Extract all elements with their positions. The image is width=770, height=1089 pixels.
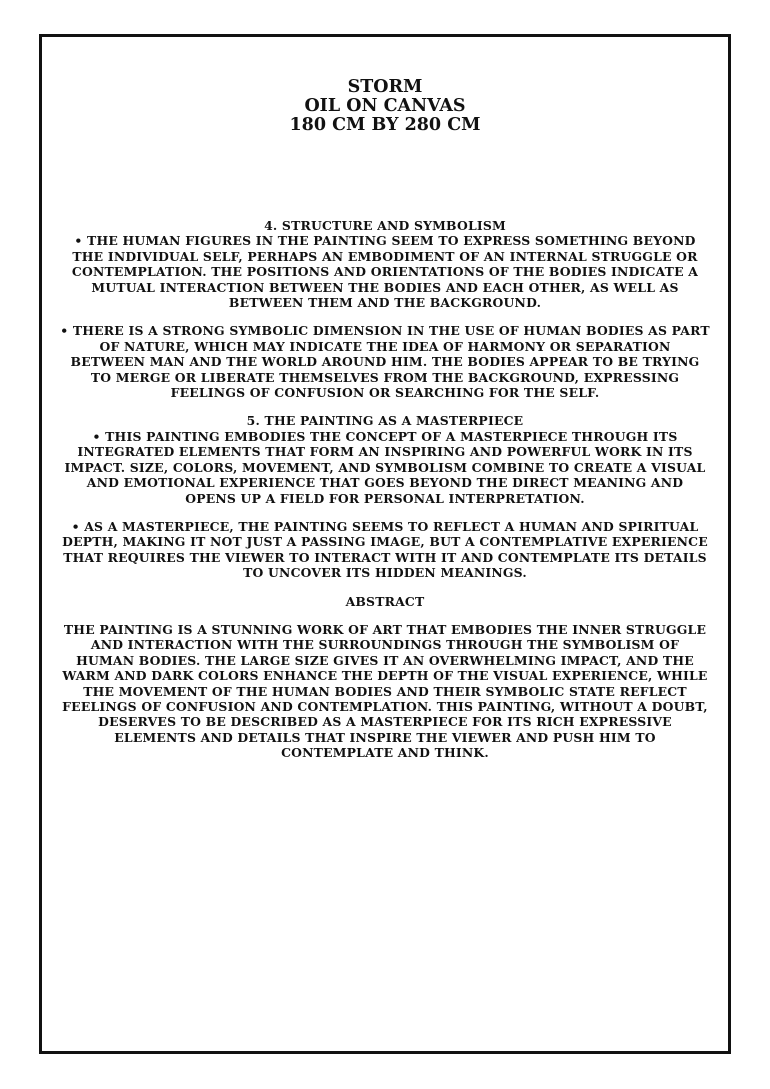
section-paragraph: • AS A MASTERPIECE, THE PAINTING SEEMS TO REFLECT A HUMAN AND SPIRITUAL DEPTH, MAKING IT NOT JUST A PASSING IMAGE, BUT A CONTEMPLATIVE EXPERIENCE THAT REQUIRES THE VIEWER TO INTERACT WITH IT AND CONTEMPLATE ITS DETAILS TO UNCOVER ITS HIDDEN MEANINGS. [62, 518, 708, 581]
section-paragraph: • THIS PAINTING EMBODIES THE CONCEPT OF A MASTERPIECE THROUGH ITS INTEGRATED ELEMENTS THAT FORM AN INSPIRING AND POWERFUL WORK IN ITS IMPACT. SIZE, COLORS, MOVEMENT, AND SYMBOLISM COMBINE TO CREATE A VISUAL AND EMOTIONAL EXPERIENCE THAT GOES BEYOND THE DIRECT MEANING AND OPENS UP A FIELD FOR PERSONAL INTERPRETATION. [64, 428, 706, 506]
title-line: STORM [347, 77, 423, 97]
section-structure [60, 218, 710, 400]
document-body [60, 78, 710, 761]
abstract-text: THE PAINTING IS A STUNNING WORK OF ART THAT EMBODIES THE INNER STRUGGLE AND INTERACTION WITH THE SURROUNDINGS THROUGH THE SYMBOLISM OF HUMAN BODIES. THE LARGE SIZE GIVES IT AN OVERWHELMING IMPACT, AND THE WARM AND DARK COLORS ENHANCE THE DEPTH OF THE VISUAL EXPERIENCE, WHILE THE MOVEMENT OF THE HUMAN BODIES AND THEIR SYMBOLIC STATE REFLECT FEELINGS OF CONFUSION AND CONTEMPLATION. THIS PAINTING, WITHOUT A DOUBT, DESERVES TO BE DESCRIBED AS A MASTERPIECE FOR ITS RICH EXPRESSIVE ELEMENTS AND DETAILS THAT INSPIRE THE VIEWER AND PUSH HIM TO CONTEMPLATE AND THINK. [62, 621, 708, 761]
section-abstract [60, 594, 710, 761]
section-paragraph: • THE HUMAN FIGURES IN THE PAINTING SEEM TO EXPRESS SOMETHING BEYOND THE INDIVIDUAL SELF, PERHAPS AN EMBODIMENT OF AN INTERNAL STRUGGLE OR CONTEMPLATION. THE POSITIONS AND ORIENTATIONS OF THE BODIES INDICATE A MUTUAL INTERACTION BETWEEN THE BODIES AND EACH OTHER, AS WELL AS BETWEEN THEM AND THE BACKGROUND. [71, 233, 699, 311]
subtitle-dimensions: 180 CM BY 280 CM [289, 115, 481, 135]
section-masterpiece [60, 413, 710, 580]
document-title [60, 78, 710, 135]
section-heading: 5. THE PAINTING AS A MASTERPIECE [246, 413, 524, 429]
abstract-heading: ABSTRACT [345, 593, 425, 609]
section-paragraph: • THERE IS A STRONG SYMBOLIC DIMENSION IN THE USE OF HUMAN BODIES AS PART OF NATURE, WHICH MAY INDICATE THE IDEA OF HARMONY OR SEPARATION BETWEEN MAN AND THE WORLD AROUND HIM. THE BODIES APPEAR TO BE TRYING TO MERGE OR LIBERATE THEMSELVES FROM THE BACKGROUND, EXPRESSING FEELINGS OF CONFUSION OR SEARCHING FOR THE SELF. [60, 323, 710, 401]
section-heading: 4. STRUCTURE AND SYMBOLISM [264, 218, 506, 233]
subtitle-medium: OIL ON CANVAS [304, 96, 466, 116]
